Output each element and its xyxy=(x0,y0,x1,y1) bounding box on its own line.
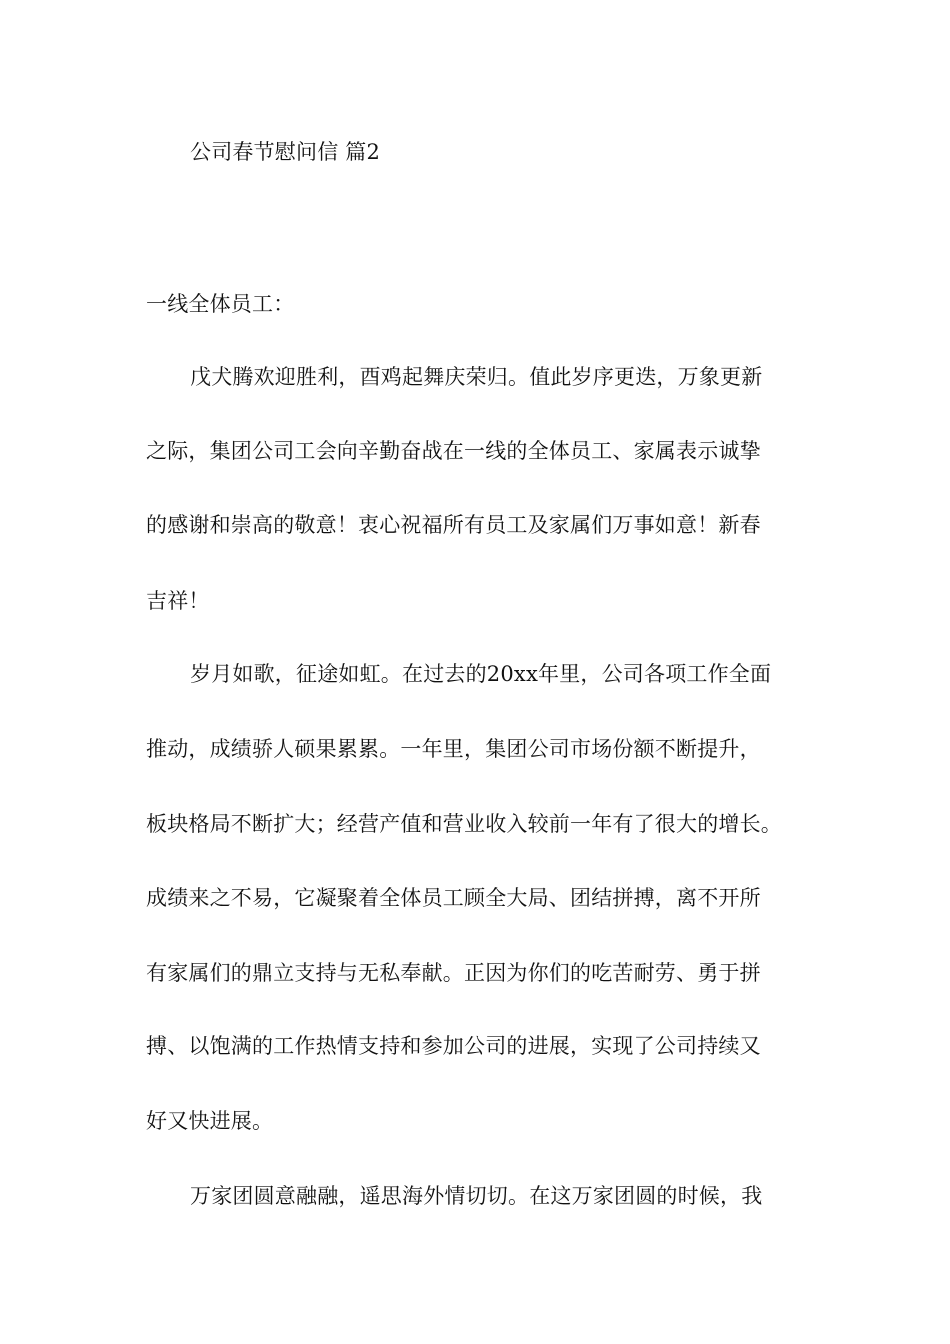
paragraph-line: 有家属们的鼎立支持与无私奉献。正因为你们的吃苦耐劳、勇于拼 xyxy=(146,961,761,985)
paragraph-line: 成绩来之不易，它凝聚着全体员工顾全大局、团结拼搏，离不开所 xyxy=(146,886,761,910)
paragraph-line: 戊犬腾欢迎胜利，酉鸡起舞庆荣归。值此岁序更迭，万象更新 xyxy=(190,365,763,389)
paragraph-line: 之际，集团公司工会向辛勤奋战在一线的全体员工、家属表示诚挚 xyxy=(146,439,761,463)
paragraph-line: 好又快进展。 xyxy=(146,1109,274,1133)
paragraph-line: 推动，成绩骄人硕果累累。一年里，集团公司市场份额不断提升， xyxy=(146,737,761,761)
paragraph-line: 的感谢和崇高的敬意！衷心祝福所有员工及家属们万事如意！新春 xyxy=(146,513,761,537)
document-title: 公司春节慰问信 篇2 xyxy=(190,140,381,164)
salutation: 一线全体员工： xyxy=(146,292,295,316)
paragraph-line: 板块格局不断扩大；经营产值和营业收入较前一年有了很大的增长。 xyxy=(146,812,782,836)
paragraph-line: 岁月如歌，征途如虹。在过去的20xx年里，公司各项工作全面 xyxy=(190,662,772,686)
paragraph-line: 搏、以饱满的工作热情支持和参加公司的进展，实现了公司持续又 xyxy=(146,1034,761,1058)
paragraph-line: 万家团圆意融融，遥思海外情切切。在这万家团圆的时候，我 xyxy=(190,1184,763,1208)
paragraph-line: 吉祥！ xyxy=(146,589,210,613)
